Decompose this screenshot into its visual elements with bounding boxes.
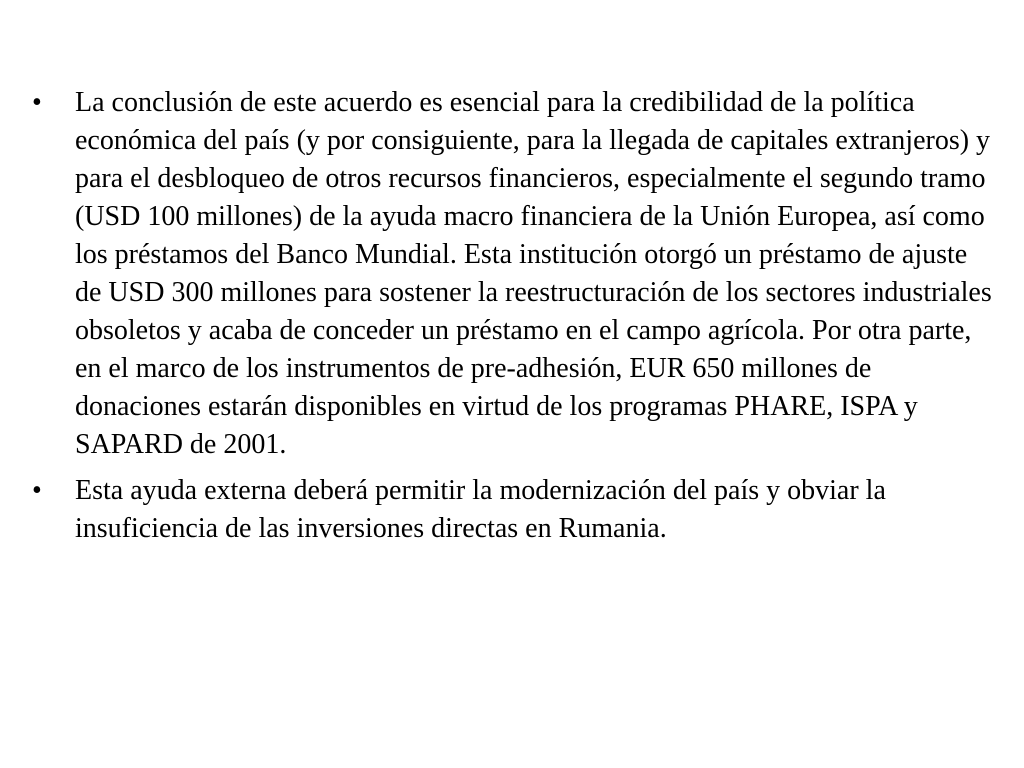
- bullet-item: [32, 84, 997, 464]
- bullet-marker: •: [32, 475, 42, 506]
- bullet-item: [32, 472, 997, 548]
- bullet-text: La conclusión de este acuerdo es esencial para la credibilidad de la política económica del país (y por consiguiente, para la llegada de capitales extranjeros) y para el desbloqueo de otros recursos financieros, especialmente el segundo tramo (USD 100 millones) de la ayuda macro financiera de la Unión Europea, así como los préstamos del Banco Mundial. Esta institución otorgó un préstamo de ajuste de USD 300 millones para sostener la reestructuración de los sectores industriales obsoletos y acaba de conceder un préstamo en el campo agrícola. Por otra parte, en el marco de los instrumentos de pre-adhesión, EUR 650 millones de donaciones estarán disponibles en virtud de los programas PHARE, ISPA y SAPARD de 2001.: [75, 87, 992, 460]
- bullet-marker: •: [32, 87, 42, 118]
- bullet-text: Esta ayuda externa deberá permitir la modernización del país y obviar la insuficiencia de las inversiones directas en Rumania.: [75, 475, 886, 544]
- bullet-list: [32, 84, 997, 556]
